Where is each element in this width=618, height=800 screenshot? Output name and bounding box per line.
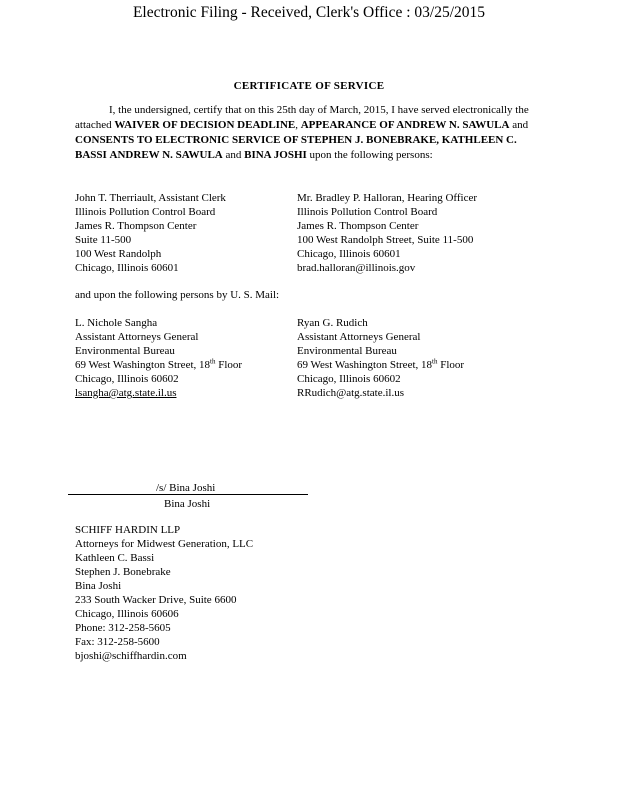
mail-intro: and upon the following persons by U. S. Mail:: [75, 289, 280, 301]
recipient-email[interactable]: brad.halloran@illinois.gov: [297, 262, 416, 274]
recipient-rudich: [297, 316, 464, 400]
recipient-title: Assistant Attorneys General: [75, 331, 199, 343]
recipient-line: John T. Therriault, Assistant Clerk: [75, 192, 226, 204]
body-and-2: and: [222, 149, 245, 161]
certification-paragraph: [75, 103, 543, 163]
firm-line: Kathleen C. Bassi: [75, 552, 155, 564]
firm-line: Chicago, Illinois 60606: [75, 608, 179, 620]
recipient-dept: Environmental Bureau: [297, 345, 397, 357]
recipient-email[interactable]: lsangha@atg.state.il.us: [75, 387, 177, 399]
body-and-1: and: [509, 119, 529, 131]
doc-joshi: BINA JOSHI: [244, 149, 307, 161]
recipient-email[interactable]: RRudich@atg.state.il.us: [297, 387, 404, 399]
recipient-street: [297, 358, 464, 372]
recipient-name: Ryan G. Rudich: [297, 317, 368, 329]
recipient-line: James R. Thompson Center: [297, 220, 419, 232]
recipient-line: 100 West Randolph: [75, 248, 162, 260]
recipient-city: Chicago, Illinois 60602: [75, 373, 179, 385]
doc-sawula: ANDREW N. SAWULA: [109, 149, 223, 161]
signer-name: Bina Joshi: [164, 498, 211, 510]
street-text: 69 West Washington Street, 18: [75, 359, 211, 371]
doc-waiver: WAIVER OF DECISION DEADLINE: [114, 119, 296, 131]
firm-name: SCHIFF HARDIN LLP: [75, 524, 181, 536]
firm-block: [75, 523, 253, 663]
body-text-2: upon the following persons:: [306, 149, 433, 161]
street-ordinal: th: [432, 357, 438, 366]
recipient-clerk: [75, 191, 226, 275]
recipient-hearing-officer: [297, 191, 477, 275]
street-floor: Floor: [215, 359, 243, 371]
recipient-title: Assistant Attorneys General: [297, 331, 421, 343]
recipient-city: Chicago, Illinois 60602: [297, 373, 401, 385]
recipient-line: Suite 11-500: [75, 234, 132, 246]
recipient-line: Illinois Pollution Control Board: [297, 206, 438, 218]
recipient-line: James R. Thompson Center: [75, 220, 197, 232]
recipient-name: L. Nichole Sangha: [75, 317, 158, 329]
recipient-line: Illinois Pollution Control Board: [75, 206, 216, 218]
firm-line: Bina Joshi: [75, 580, 122, 592]
recipient-sangha: [75, 316, 242, 400]
recipient-dept: Environmental Bureau: [75, 345, 175, 357]
firm-line: Attorneys for Midwest Generation, LLC: [75, 538, 254, 550]
recipient-line: 100 West Randolph Street, Suite 11-500: [297, 234, 474, 246]
firm-phone: Phone: 312-258-5605: [75, 622, 171, 634]
street-floor: Floor: [437, 359, 465, 371]
body-text-1: I, the undersigned, certify that on this 25th day of March, 2015, I have served electronically the attached: [75, 104, 529, 131]
recipient-line: Chicago, Illinois 60601: [75, 262, 179, 274]
firm-line: 233 South Wacker Drive, Suite 6600: [75, 594, 237, 606]
firm-email[interactable]: bjoshi@schiffhardin.com: [75, 650, 187, 662]
document-title: CERTIFICATE OF SERVICE: [233, 80, 385, 92]
electronic-signature: /s/ Bina Joshi: [156, 482, 216, 494]
recipient-line: Chicago, Illinois 60601: [297, 248, 401, 260]
firm-fax: Fax: 312-258-5600: [75, 636, 160, 648]
doc-appearance: APPEARANCE OF ANDREW N. SAWULA: [300, 119, 510, 131]
filing-header: Electronic Filing - Received, Clerk's Office : 03/25/2015: [132, 4, 486, 21]
body-sep-1: ,: [295, 119, 301, 131]
firm-line: Stephen J. Bonebrake: [75, 566, 171, 578]
doc-consents: CONSENTS TO ELECTRONIC SERVICE OF STEPHEN J. BONEBRAKE, KATHLEEN C. BASSI: [75, 134, 517, 161]
recipient-line: Mr. Bradley P. Halloran, Hearing Officer: [297, 192, 478, 204]
street-text: 69 West Washington Street, 18: [297, 359, 433, 371]
street-ordinal: th: [210, 357, 216, 366]
recipient-street: [75, 358, 242, 372]
